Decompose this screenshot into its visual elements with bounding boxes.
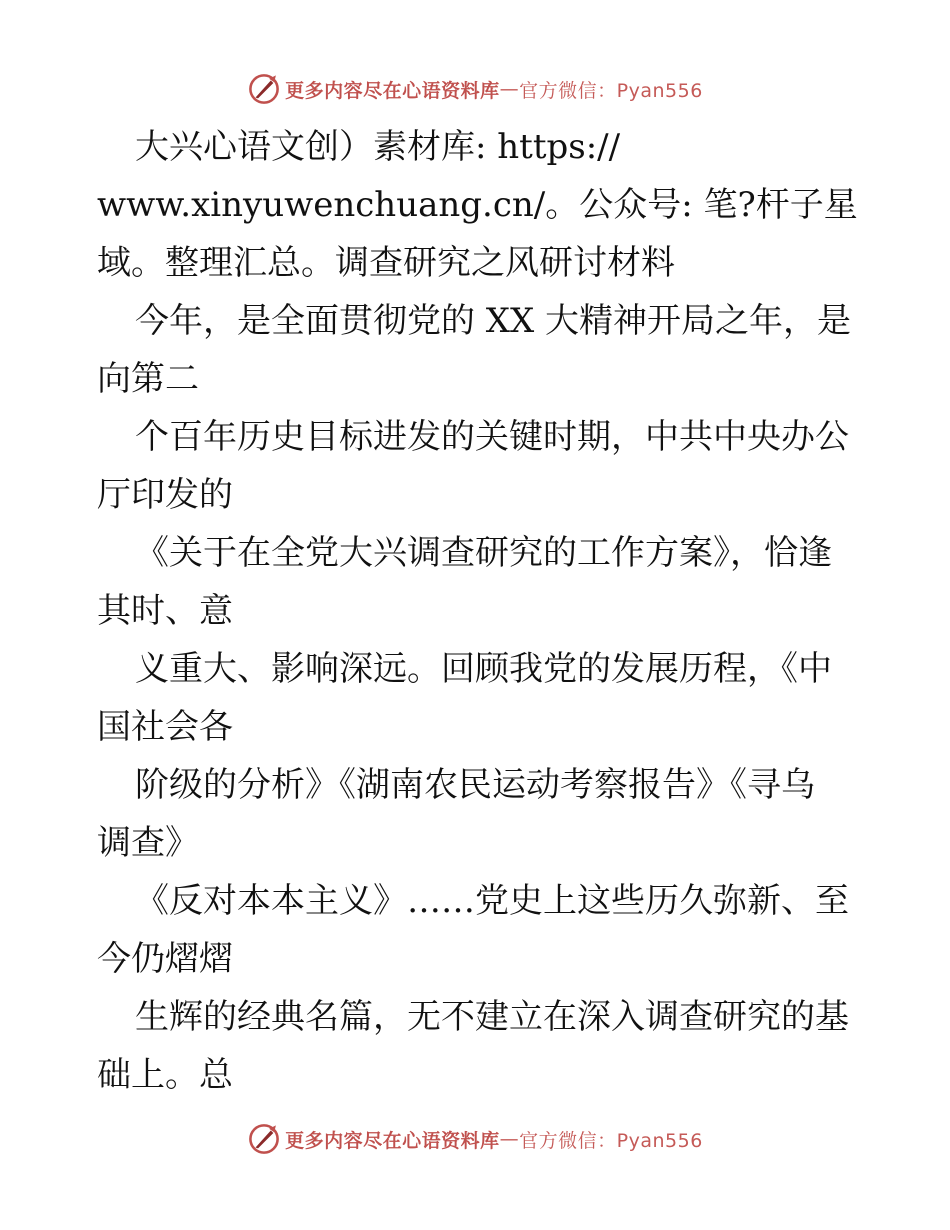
text-line: 其时、意 (97, 591, 233, 631)
text-line: 国社会各 (97, 707, 233, 747)
text-line: 今年，是全面贯彻党的 XX 大精神开局之年，是 (135, 301, 852, 341)
banner-main-text: 更多内容尽在心语资料库 (285, 1129, 500, 1152)
banner-dash: — (499, 1128, 520, 1150)
text-line: 域。整理汇总。调查研究之风研讨材料 (97, 243, 675, 283)
footer-watermark-banner (0, 1122, 950, 1156)
text-line: 义重大、影响深远。回顾我党的发展历程，《中 (135, 649, 832, 689)
text-line: 今仍熠熠 (97, 939, 233, 979)
quill-logo-icon (247, 72, 281, 106)
text-line: 《反对本本主义》……党史上这些历久弥新、至 (135, 881, 849, 921)
text-line: 向第二 (97, 359, 199, 399)
text-line: 个百年历史目标进发的关键时期，中共中央办公 (135, 417, 849, 457)
banner-main-text: 更多内容尽在心语资料库 (285, 79, 500, 102)
header-watermark-banner (0, 72, 950, 106)
banner-sub-text: 官方微信：Pyan556 (519, 79, 703, 102)
text-line: 调查》 (97, 823, 199, 863)
text-line: 阶级的分析》《湖南农民运动考察报告》《寻乌 (135, 765, 815, 805)
banner-sub-text: 官方微信：Pyan556 (519, 1129, 703, 1152)
text-line: www.xinyuwenchuang.cn/。公众号: 笔?杆子星 (97, 185, 858, 225)
text-line: 厅印发的 (97, 475, 233, 515)
quill-logo-icon (247, 1122, 281, 1156)
text-line: 础上。总 (97, 1055, 233, 1095)
banner-dash: — (499, 78, 520, 100)
text-line: 《关于在全党大兴调查研究的工作方案》，恰逢 (135, 533, 832, 573)
document-body (97, 118, 857, 1104)
text-line: 生辉的经典名篇，无不建立在深入调查研究的基 (135, 997, 849, 1037)
text-line: 大兴心语文创）素材库: https:// (135, 127, 621, 167)
